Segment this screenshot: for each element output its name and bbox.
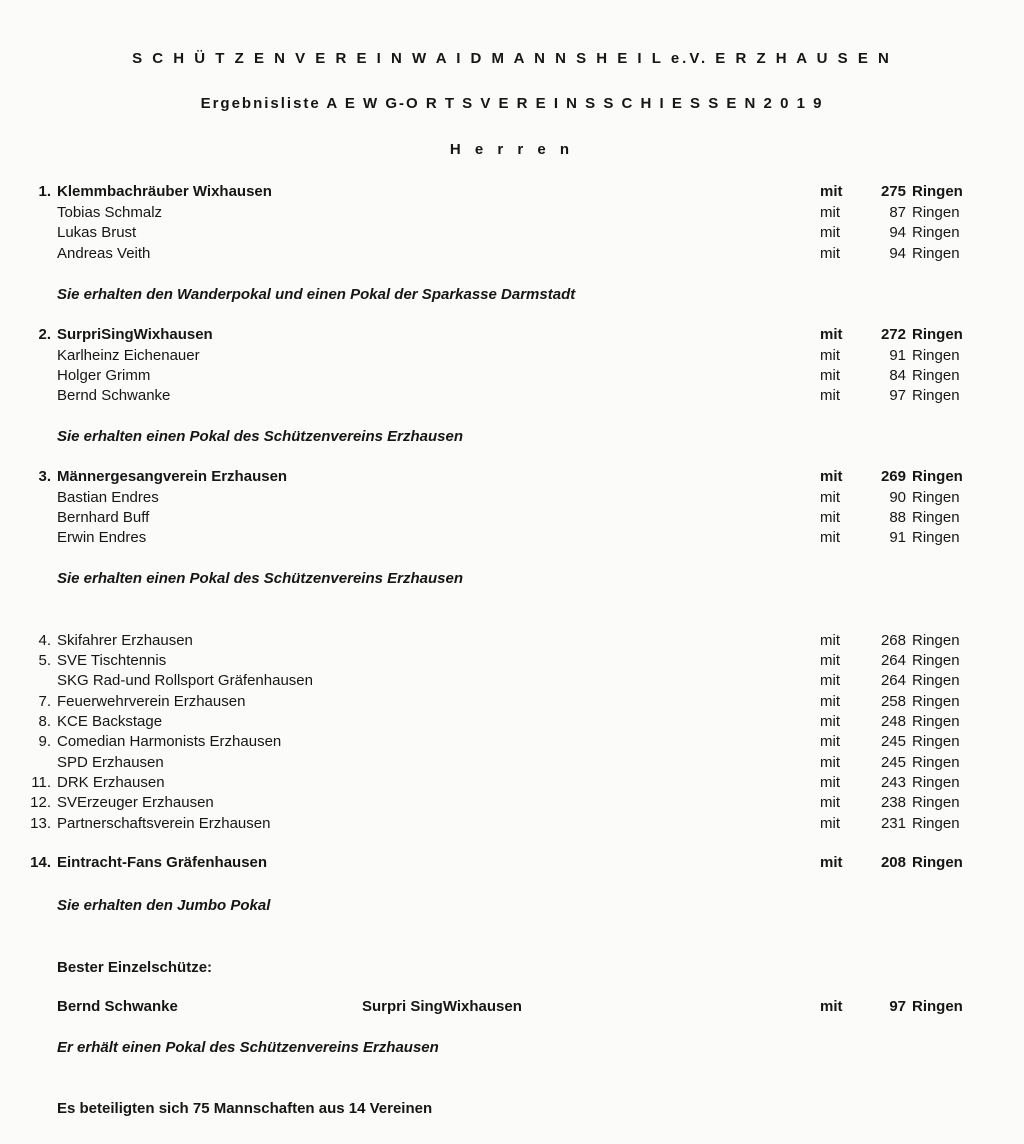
member-score: 94 xyxy=(889,245,906,262)
unit-label: Ringen xyxy=(912,224,960,241)
rank: 8. xyxy=(38,713,51,730)
mit-label: mit xyxy=(820,713,840,730)
mit-label: mit xyxy=(820,632,840,649)
mit-label: mit xyxy=(820,468,843,485)
team-total: 272 xyxy=(880,326,906,343)
rank: 1. xyxy=(38,183,51,200)
rank: 11. xyxy=(31,774,51,791)
team-row xyxy=(0,853,1024,873)
team-total: 264 xyxy=(880,652,906,669)
team-name: SVE Tischtennis xyxy=(57,652,167,669)
member-name: Bernd Schwanke xyxy=(57,387,171,404)
award-note: Sie erhalten den Wanderpokal und einen Pokal der Sparkasse Darmstadt xyxy=(57,286,576,303)
unit-label: Ringen xyxy=(912,754,960,771)
award-note: Sie erhalten einen Pokal des Schützenvereins Erzhausen xyxy=(57,428,463,445)
unit-label: Ringen xyxy=(912,815,960,832)
unit-label: Ringen xyxy=(912,693,960,710)
team-total: 238 xyxy=(880,794,906,811)
member-score: 91 xyxy=(889,347,906,364)
team-name: SurpriSingWixhausen xyxy=(57,326,213,343)
team-name: KCE Backstage xyxy=(57,713,163,730)
team-total: 258 xyxy=(880,693,906,710)
member-score: 97 xyxy=(889,387,906,404)
team-name: Klemmbachräuber Wixhausen xyxy=(57,183,272,200)
mit-label: mit xyxy=(820,183,843,200)
member-score: 91 xyxy=(889,529,906,546)
member-name: Bastian Endres xyxy=(57,489,159,506)
team-total: 245 xyxy=(880,754,906,771)
mit-label: mit xyxy=(820,347,840,364)
team-name: Eintracht-Fans Gräfenhausen xyxy=(57,854,268,871)
team-row xyxy=(0,467,1024,487)
unit-label: Ringen xyxy=(912,367,960,384)
mit-label: mit xyxy=(820,652,840,669)
ranking-row xyxy=(0,814,1024,834)
unit-label: Ringen xyxy=(912,632,960,649)
team-total: 231 xyxy=(880,815,906,832)
unit-label: Ringen xyxy=(912,183,963,200)
member-score: 90 xyxy=(889,489,906,506)
ranking-row xyxy=(0,773,1024,793)
unit-label: Ringen xyxy=(912,733,960,750)
subtitle-prefix: Ergebnisliste xyxy=(200,95,321,112)
unit-label: Ringen xyxy=(912,529,960,546)
team-row xyxy=(0,182,1024,202)
mit-label: mit xyxy=(820,489,840,506)
team-name: Comedian Harmonists Erzhausen xyxy=(57,733,282,750)
member-row xyxy=(0,346,1024,366)
member-name: Karlheinz Eichenauer xyxy=(57,347,200,364)
rank: 5. xyxy=(38,652,51,669)
unit-label: Ringen xyxy=(912,204,960,221)
award-note: Sie erhalten den Jumbo Pokal xyxy=(57,897,271,914)
mit-label: mit xyxy=(820,204,840,221)
mit-label: mit xyxy=(820,693,840,710)
team-name: Männergesangverein Erzhausen xyxy=(57,468,288,485)
team-total: 268 xyxy=(880,632,906,649)
team-name: DRK Erzhausen xyxy=(57,774,165,791)
unit-label: Ringen xyxy=(912,387,960,404)
mit-label: mit xyxy=(820,998,843,1015)
mit-label: mit xyxy=(820,245,840,262)
unit-label: Ringen xyxy=(912,998,963,1015)
unit-label: Ringen xyxy=(912,347,960,364)
unit-label: Ringen xyxy=(912,672,960,689)
member-row xyxy=(0,223,1024,243)
participation-summary: Es beteiligten sich 75 Mannschaften aus 14 Vereinen xyxy=(57,1100,433,1117)
mit-label: mit xyxy=(820,672,840,689)
mit-label: mit xyxy=(820,367,840,384)
member-row xyxy=(0,508,1024,528)
member-name: Erwin Endres xyxy=(57,529,147,546)
member-row xyxy=(0,528,1024,548)
team-name: SVErzeuger Erzhausen xyxy=(57,794,214,811)
member-row xyxy=(0,244,1024,264)
mit-label: mit xyxy=(820,733,840,750)
member-row xyxy=(0,386,1024,406)
unit-label: Ringen xyxy=(912,489,960,506)
unit-label: Ringen xyxy=(912,774,960,791)
rank: 3. xyxy=(38,468,51,485)
rank: 14. xyxy=(30,854,51,871)
unit-label: Ringen xyxy=(912,854,963,871)
team-name: Feuerwehrverein Erzhausen xyxy=(57,693,246,710)
rank: 9. xyxy=(38,733,51,750)
team-name: SPD Erzhausen xyxy=(57,754,164,771)
team-name: Partnerschaftsverein Erzhausen xyxy=(57,815,271,832)
team-total: 269 xyxy=(880,468,906,485)
rank: 2. xyxy=(38,326,51,343)
team-total: 245 xyxy=(880,733,906,750)
unit-label: Ringen xyxy=(912,509,960,526)
ranking-row xyxy=(0,692,1024,712)
mit-label: mit xyxy=(820,854,843,871)
mit-label: mit xyxy=(820,794,840,811)
team-total: 275 xyxy=(880,183,906,200)
award-note: Sie erhalten einen Pokal des Schützenvereins Erzhausen xyxy=(57,570,463,587)
member-score: 87 xyxy=(889,204,906,221)
unit-label: Ringen xyxy=(912,245,960,262)
ranking-row xyxy=(0,732,1024,752)
unit-label: Ringen xyxy=(912,713,960,730)
team-total: 208 xyxy=(880,854,906,871)
member-score: 88 xyxy=(889,509,906,526)
unit-label: Ringen xyxy=(912,652,960,669)
rank: 7. xyxy=(38,693,51,710)
category-heading: H e r r e n xyxy=(449,141,575,158)
subtitle-event: A E W G-O R T S V E R E I N S S C H I E S S E N 2 0 1 9 xyxy=(326,95,824,112)
team-total: 243 xyxy=(880,774,906,791)
mit-label: mit xyxy=(820,509,840,526)
member-row xyxy=(0,488,1024,508)
ranking-row xyxy=(0,651,1024,671)
best-shooter-heading: Bester Einzelschütze: xyxy=(57,959,213,976)
member-name: Holger Grimm xyxy=(57,367,151,384)
mit-label: mit xyxy=(820,754,840,771)
ranking-row xyxy=(0,671,1024,691)
ranking-row xyxy=(0,712,1024,732)
member-name: Lukas Brust xyxy=(57,224,137,241)
best-shooter-name: Bernd Schwanke xyxy=(57,998,178,1015)
mit-label: mit xyxy=(820,387,840,404)
team-row xyxy=(0,325,1024,345)
ranking-row xyxy=(0,793,1024,813)
unit-label: Ringen xyxy=(912,794,960,811)
member-row xyxy=(0,366,1024,386)
unit-label: Ringen xyxy=(912,326,963,343)
member-name: Tobias Schmalz xyxy=(57,204,163,221)
club-title: S C H Ü T Z E N V E R E I N W A I D M A N N S H E I L e.V. E R Z H A U S E N xyxy=(132,50,892,67)
best-shooter-club: Surpri SingWixhausen xyxy=(362,998,522,1015)
document-subtitle xyxy=(0,95,1024,112)
mit-label: mit xyxy=(820,224,840,241)
member-score: 84 xyxy=(889,367,906,384)
member-name: Bernhard Buff xyxy=(57,509,150,526)
team-total: 264 xyxy=(880,672,906,689)
best-shooter-row xyxy=(0,997,1024,1017)
unit-label: Ringen xyxy=(912,468,963,485)
ranking-row xyxy=(0,631,1024,651)
mit-label: mit xyxy=(820,774,840,791)
best-shooter-score: 97 xyxy=(889,998,906,1015)
team-name: SKG Rad-und Rollsport Gräfenhausen xyxy=(57,672,313,689)
mit-label: mit xyxy=(820,326,843,343)
mit-label: mit xyxy=(820,529,840,546)
rank: 4. xyxy=(38,632,51,649)
rank: 12. xyxy=(30,794,51,811)
rank: 13. xyxy=(30,815,51,832)
member-row xyxy=(0,203,1024,223)
member-score: 94 xyxy=(889,224,906,241)
award-note: Er erhält einen Pokal des Schützenvereins Erzhausen xyxy=(57,1039,439,1056)
team-total: 248 xyxy=(880,713,906,730)
mit-label: mit xyxy=(820,815,840,832)
member-name: Andreas Veith xyxy=(57,245,151,262)
ranking-row xyxy=(0,753,1024,773)
team-name: Skifahrer Erzhausen xyxy=(57,632,193,649)
